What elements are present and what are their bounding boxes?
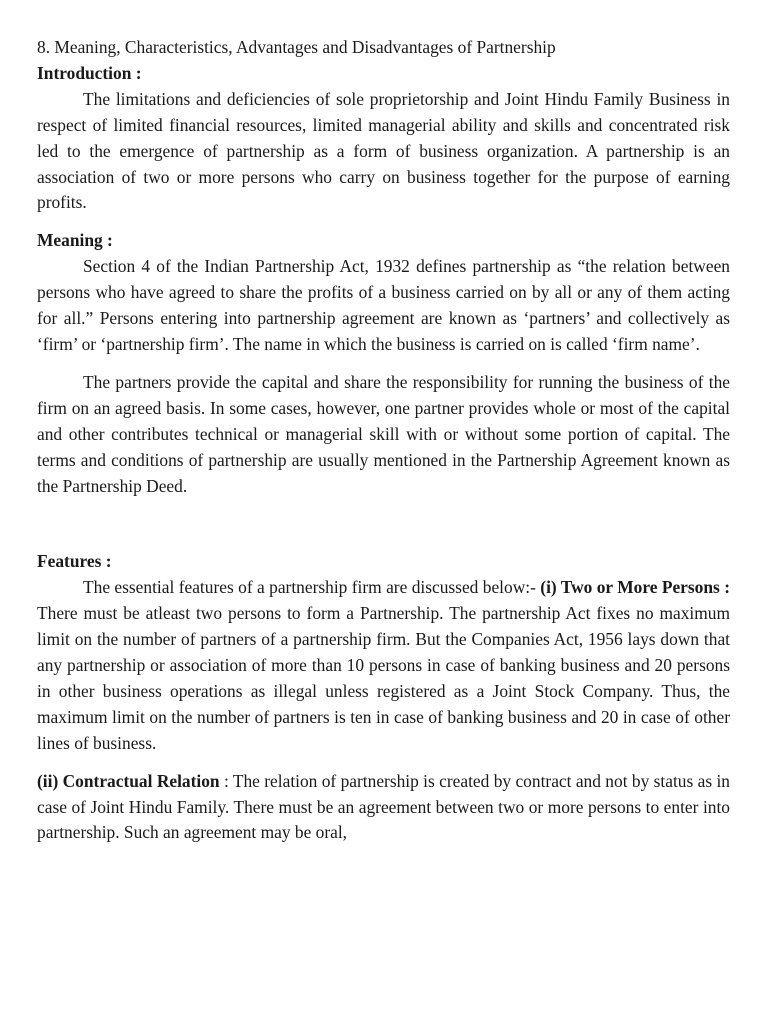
feature-contractual-relation-text: : The relation of partnership is created by contract and not by status as in case of Joint Hindu Family. There must be an agreement between two or more persons to enter into partnership. Such an agreement may be oral,	[37, 770, 730, 843]
feature-contractual-relation-label: (ii) Contractual Relation	[37, 770, 220, 791]
features-paragraph-2	[37, 769, 730, 847]
meaning-heading: Meaning :	[37, 230, 113, 251]
introduction-heading: Introduction :	[37, 62, 142, 83]
features-paragraph-1	[37, 575, 730, 756]
features-heading: Features :	[37, 551, 112, 572]
meaning-paragraph-1: Section 4 of the Indian Partnership Act, 1932 defines partnership as “the relation between persons who have agreed to share the profits of a business carried on by all or any of them acting for all.” Persons entering into partnership agreement are known as ‘partners’ and collectively as ‘firm’ or ‘partnership firm’. The name in which the business is carried on is called ‘firm name’.	[37, 256, 730, 354]
document-title: 8. Meaning, Characteristics, Advantages and Disadvantages of Partnership	[37, 37, 556, 57]
feature-two-or-more-persons-label: (i) Two or More Persons :	[540, 577, 730, 598]
document-page	[37, 35, 730, 858]
meaning-paragraph-2: The partners provide the capital and share the responsibility for running the business of the firm on an agreed basis. In some cases, however, one partner provides whole or most of the capital and other contributes technical or managerial skill with or without some portion of capital. The terms and conditions of partnership are usually mentioned in the Partnership Agreement known as the Partnership Deed.	[37, 371, 730, 496]
features-intro-text: The essential features of a partnership firm are discussed below:-	[83, 577, 541, 598]
introduction-paragraph: The limitations and deficiencies of sole proprietorship and Joint Hindu Family Business in respect of limited financial resources, limited managerial ability and skills and concentrated risk led to the emergence of partnership as a form of business organization. A partnership is an association of two or more persons who carry on business together for the purpose of earning profits.	[37, 88, 730, 213]
feature-two-or-more-persons-text: There must be atleast two persons to form a Partnership. The partnership Act fixes no maximum limit on the number of partners of a partnership firm. But the Companies Act, 1956 lays down that any partnership or association of more than 10 persons in case of banking business and 20 persons in other business operations as illegal unless registered as a Joint Stock Company. Thus, the maximum limit on the number of partners is ten in case of banking business and 20 in case of other lines of business.	[37, 603, 730, 753]
